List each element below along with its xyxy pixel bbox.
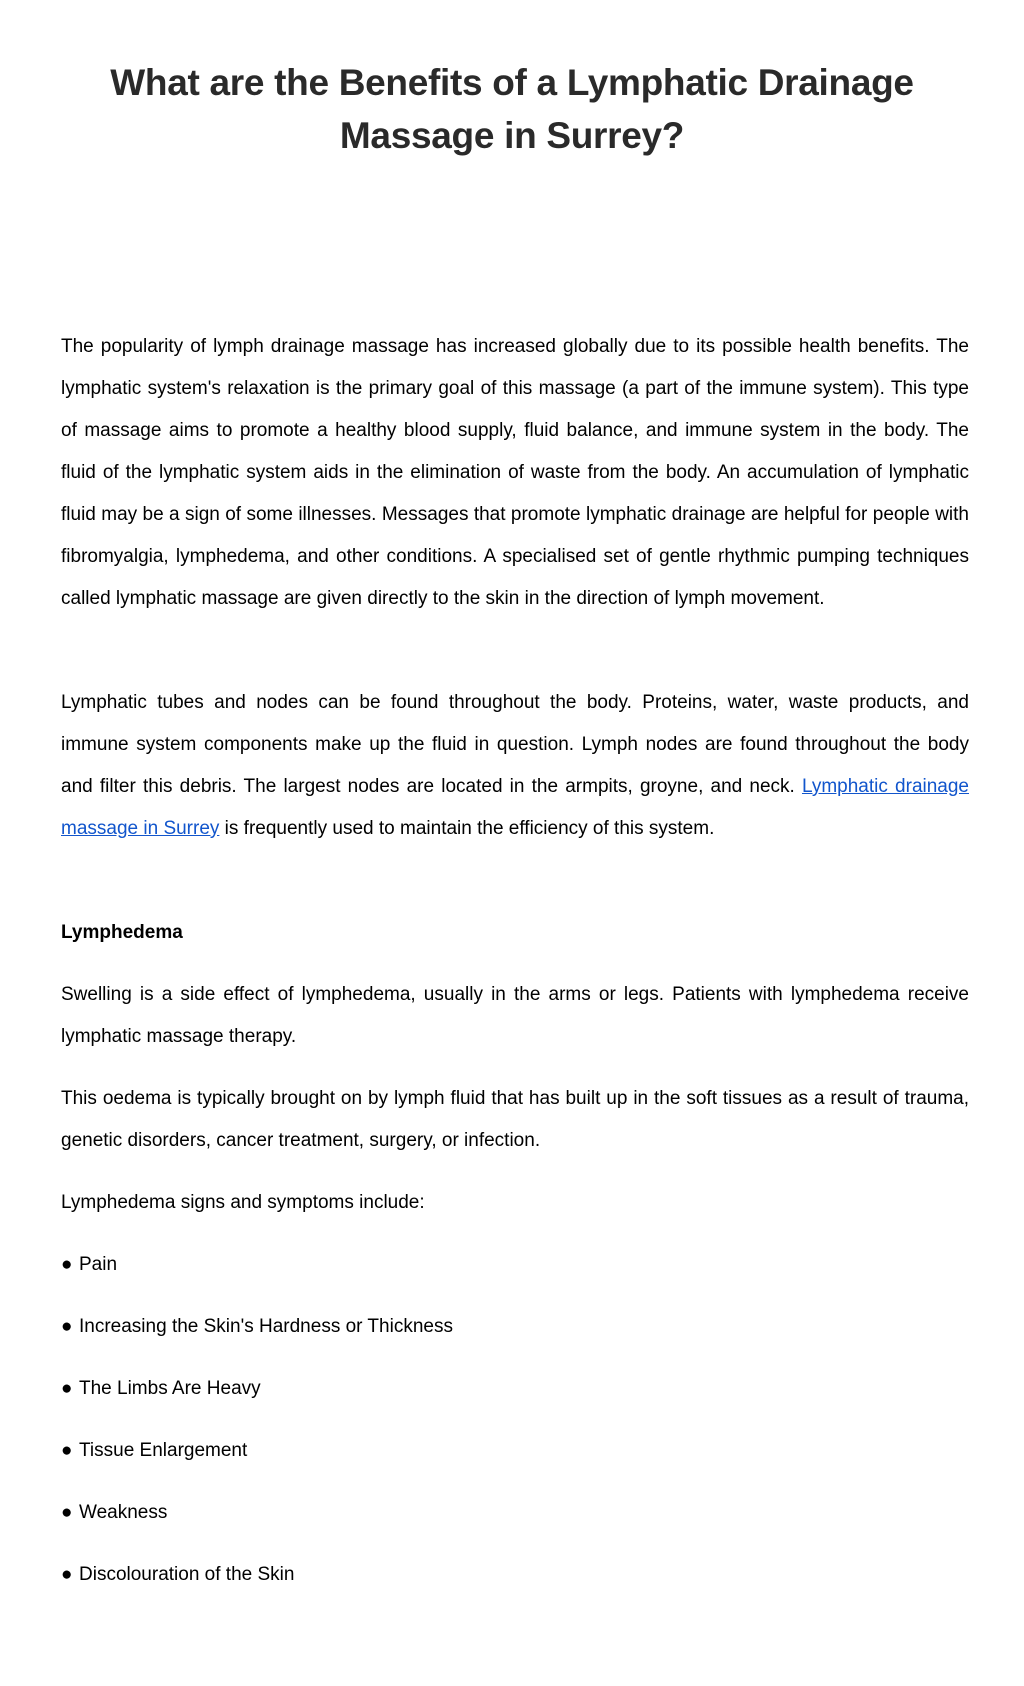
intro-paragraph: The popularity of lymph drainage massage has increased globally due to its possible health benefits. The lymphatic system's relaxation is the primary goal of this massage (a part of the immune system). This type of massage aims to promote a healthy blood supply, fluid balance, and immune system in the body. The fluid of the lymphatic system aids in the elimination of waste from the body. An accumulation of lymphatic fluid may be a sign of some illnesses. Messages that promote lymphatic drainage are helpful for people with fibromyalgia, lymphedema, and other conditions. A specialised set of gentle rhythmic pumping techniques called lymphatic massage are given directly to the skin in the direction of lymph movement.	[61, 336, 969, 609]
list-item	[61, 1430, 453, 1492]
list-item	[61, 1244, 453, 1306]
paragraph-text: is frequently used to maintain the efficiency of this system.	[219, 818, 715, 839]
symptom-text: Increasing the Skin's Hardness or Thickness	[79, 1316, 453, 1337]
bullet-icon: ●	[61, 1502, 73, 1523]
list-item	[61, 1554, 453, 1616]
symptom-text: Pain	[79, 1254, 118, 1275]
paragraph-text: Lymphatic tubes and nodes can be found throughout the body. Proteins, water, waste products, and immune system components make up the fluid in question. Lymph nodes are found throughout the body and filter this debris. The largest nodes are located in the armpits, groyne, and neck.	[61, 692, 969, 797]
section-heading-lymphedema: Lymphedema	[61, 922, 183, 943]
bullet-icon: ●	[61, 1564, 73, 1585]
bullet-icon: ●	[61, 1378, 73, 1399]
symptom-text: The Limbs Are Heavy	[79, 1378, 261, 1399]
swelling-paragraph: Swelling is a side effect of lymphedema, usually in the arms or legs. Patients with lymphedema receive lymphatic massage therapy.	[61, 984, 969, 1047]
oedema-paragraph: This oedema is typically brought on by lymph fluid that has built up in the soft tissues as a result of trauma, genetic disorders, cancer treatment, surgery, or infection.	[61, 1088, 969, 1151]
bullet-icon: ●	[61, 1316, 73, 1337]
lymphatic-drainage-link[interactable]: Lymphatic drainage massage in Surrey	[61, 776, 969, 839]
symptoms-list	[61, 1244, 453, 1616]
list-item	[61, 1492, 453, 1554]
bullet-icon: ●	[61, 1254, 73, 1275]
page-title: What are the Benefits of a Lymphatic Drainage Massage in Surrey?	[110, 62, 914, 156]
symptoms-intro: Lymphedema signs and symptoms include:	[61, 1192, 425, 1213]
symptom-text: Weakness	[79, 1502, 168, 1523]
symptom-text: Tissue Enlargement	[79, 1440, 248, 1461]
bullet-icon: ●	[61, 1440, 73, 1461]
lymph-nodes-paragraph	[61, 682, 969, 850]
list-item	[61, 1306, 453, 1368]
list-item	[61, 1368, 453, 1430]
symptom-text: Discolouration of the Skin	[79, 1564, 295, 1585]
